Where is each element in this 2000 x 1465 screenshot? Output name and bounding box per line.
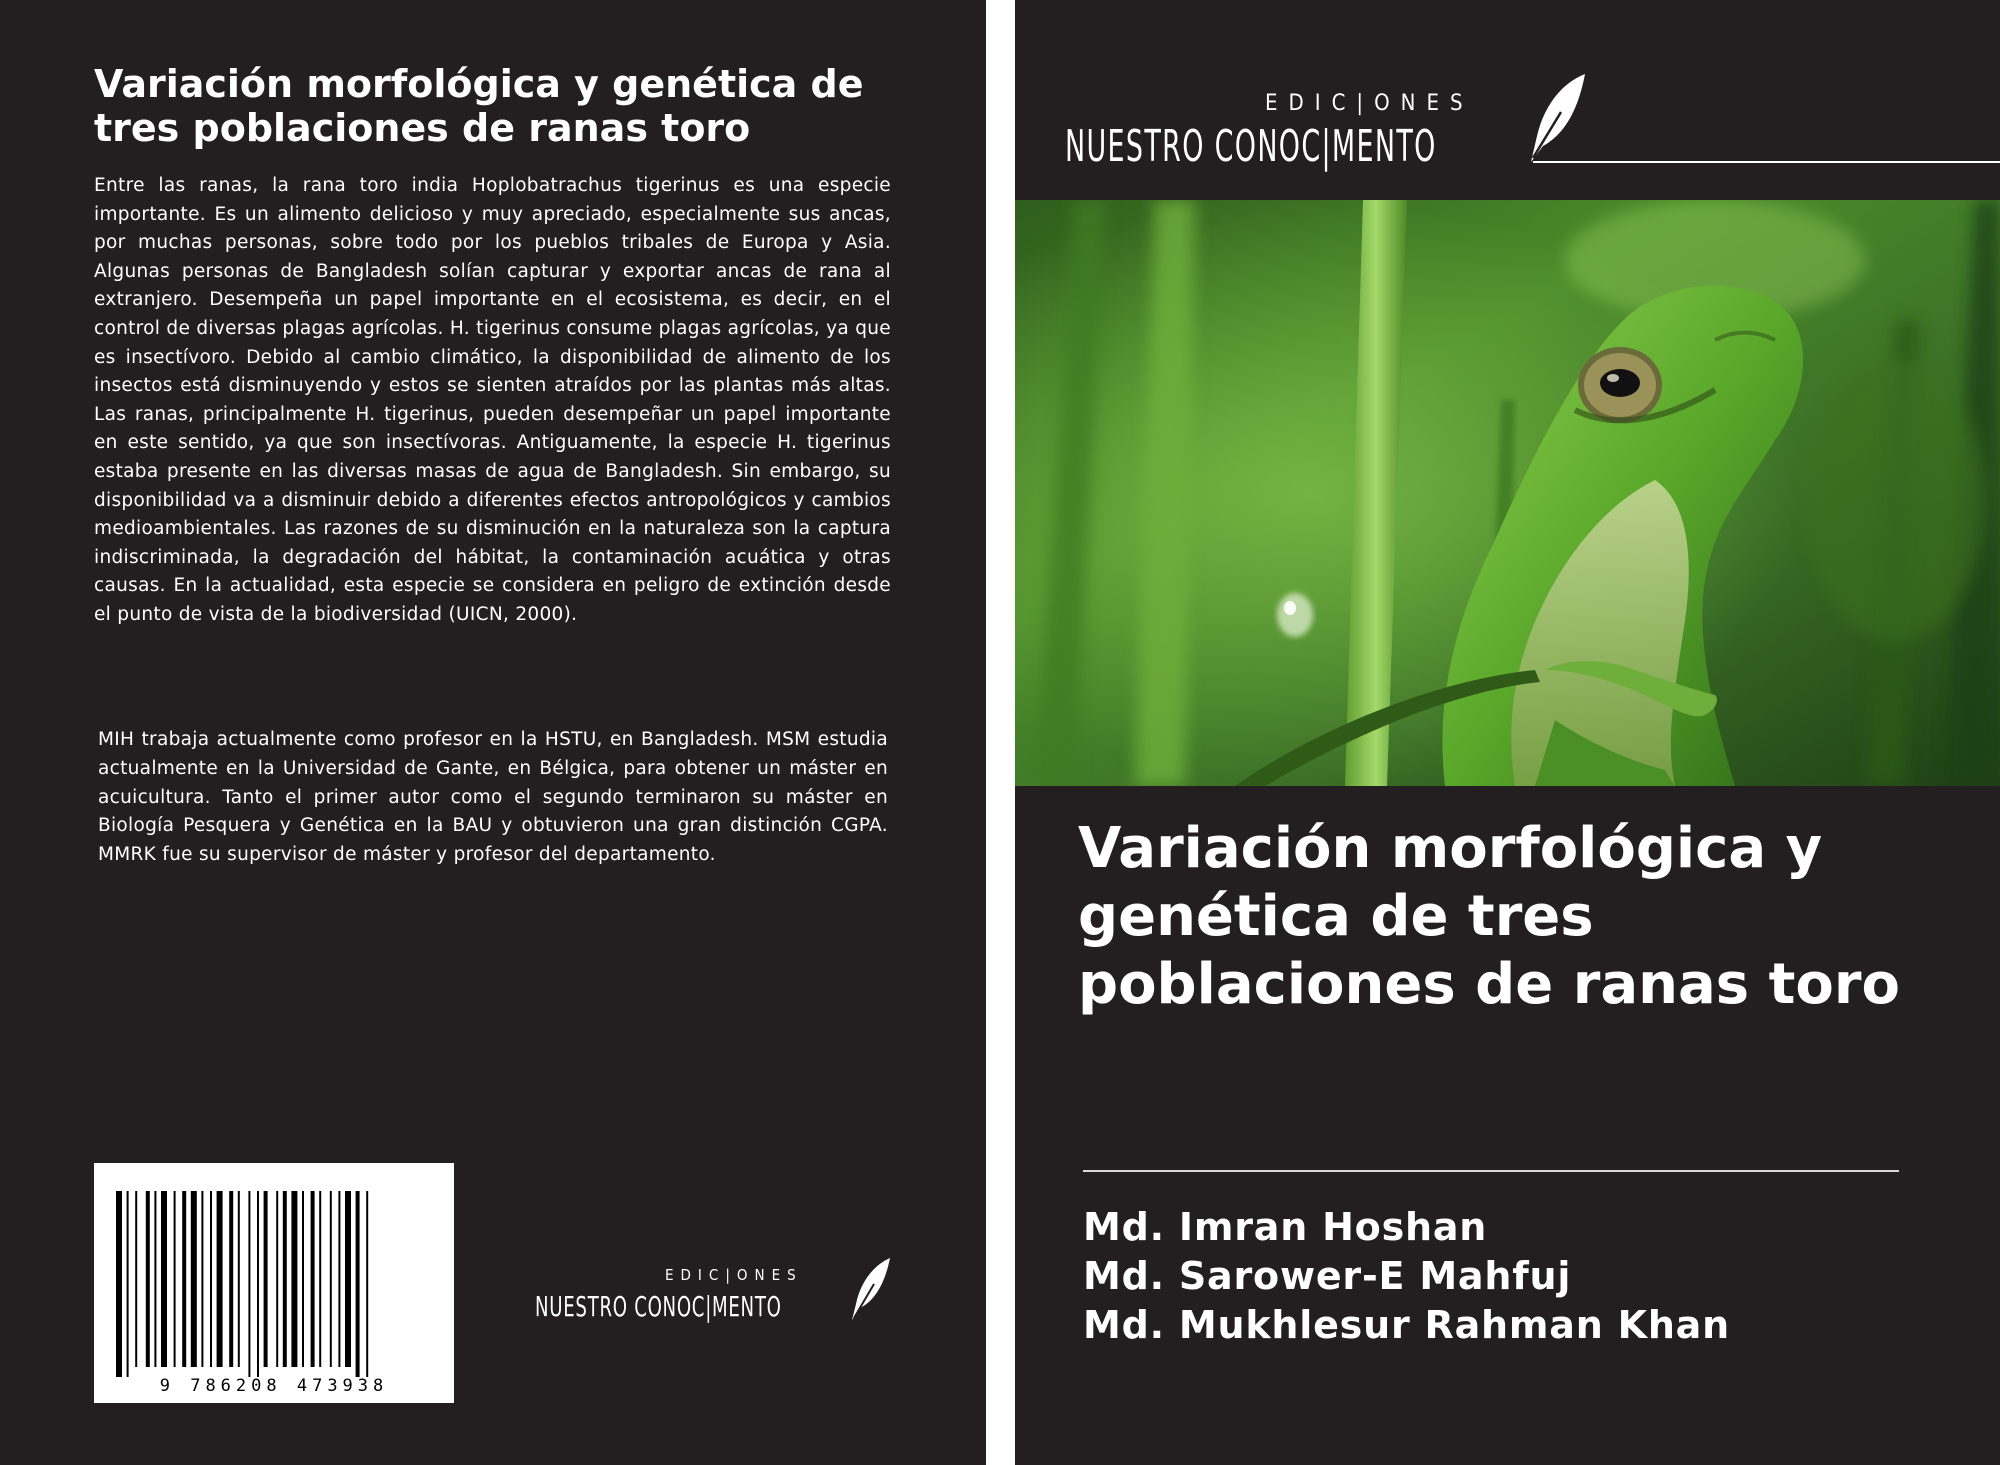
back-cover [0, 0, 986, 1465]
barcode-bar [264, 1191, 268, 1367]
front-cover-title: Variación morfológica y genética de tres poblaciones de ranas toro [1078, 816, 1900, 1017]
barcode-bar [135, 1191, 137, 1367]
author-name: Md. Sarower-E Mahfuj [1083, 1254, 1572, 1298]
barcode-bar [182, 1191, 186, 1367]
isbn-number: 9 786208 473938 [159, 1376, 389, 1396]
barcode-bar [257, 1191, 259, 1377]
publisher-logo-front [1065, 70, 2000, 180]
publisher-line1: EDIC|ONES [1265, 91, 1474, 116]
cover-photo-frog [1015, 200, 2000, 786]
barcode-bar [338, 1191, 340, 1367]
barcode-bar [248, 1191, 250, 1377]
back-cover-title: Variación morfológica y genética de tres poblaciones de ranas toro [94, 62, 864, 150]
front-cover [1015, 0, 2000, 1465]
barcode-bar [127, 1191, 129, 1377]
barcode-bar [356, 1191, 360, 1377]
barcode-bar [217, 1191, 223, 1367]
barcode-bar [210, 1191, 212, 1367]
book-description: Entre las ranas, la rana toro india Hoplobatrachus tigerinus es una especie importante. Es un alimento delicioso y muy apreciado, especialmente sus ancas, por muchas personas, sobre todo por los pueblos tribales de Europa y Asia. Algunas personas de Bangladesh solían capturar y exportar ancas de rana al extranjero. Desempeña un papel importante en el ecosistema, es decir, en el control de diversas plagas agrícolas. H. tigerinus consume plagas agrícolas, ya que es insectívoro. Debido al cambio climático, la disponibilidad de alimento de los insectos está disminuyendo y estos se sienten atraídos por las plantas más altas. Las ranas, principalmente H. tigerinus, pueden desempeñar un papel importante en este sentido, ya que son insectívoras. Antiguamente, la especie H. tigerinus estaba presente en las diversas masas de agua de Bangladesh. Sin embargo, su disponibilidad va a disminuir debido a diferentes efectos antropológicos y cambios medioambientales. Las razones de su disminución en la naturaleza son la captura indiscriminada, la degradación del hábitat, la contaminación acuática y otras causas. En la actualidad, esta especie se considera en peligro de extinción desde el punto de vista de la biodiversidad (UICN, 2000). [94, 175, 891, 625]
barcode-bar [283, 1191, 287, 1367]
isbn-barcode [94, 1163, 454, 1403]
barcode-bar [201, 1191, 203, 1367]
author-divider [1083, 1170, 1899, 1172]
barcode-bar [366, 1191, 368, 1377]
barcode-bar [116, 1191, 122, 1377]
barcode-bar [319, 1191, 321, 1367]
barcode-bar [161, 1191, 167, 1367]
publisher-line2: NUESTRO CONOC|MENTO [1065, 120, 1437, 172]
barcode-bar [302, 1191, 304, 1367]
publisher-logo-back [535, 1250, 905, 1330]
barcode-bar [311, 1191, 315, 1367]
author-name: Md. Imran Hoshan [1083, 1205, 1488, 1249]
barcode-bar [154, 1191, 156, 1367]
barcode-bar [146, 1191, 150, 1367]
barcode-bar [174, 1191, 176, 1367]
publisher-line2: NUESTRO CONOC|MENTO [535, 1289, 782, 1323]
quill-pen-icon [852, 1258, 890, 1320]
barcode-bar [229, 1191, 233, 1367]
barcode-bar [291, 1191, 297, 1367]
author-list [1083, 1203, 1730, 1350]
publisher-line1: EDIC|ONES [665, 1266, 803, 1284]
quill-pen-icon [1531, 74, 1585, 162]
barcode-bar [276, 1191, 278, 1367]
author-name: Md. Mukhlesur Rahman Khan [1083, 1303, 1730, 1347]
barcode-bar [191, 1191, 197, 1367]
author-bio: MIH trabaja actualmente como profesor en la HSTU, en Bangladesh. MSM estudia actualmente en la Universidad de Gante, en Bélgica, para obtener un máster en acuicultura. Tanto el primer autor como el segundo terminaron su máster en Biología Pesquera y Genética en la BAU y obtuvieron una gran distinción CGPA. MMRK fue su supervisor de máster y profesor del departamento. [98, 729, 888, 866]
barcode-bar [238, 1191, 240, 1367]
barcode-bar [345, 1191, 351, 1367]
barcode-bar [330, 1191, 332, 1367]
